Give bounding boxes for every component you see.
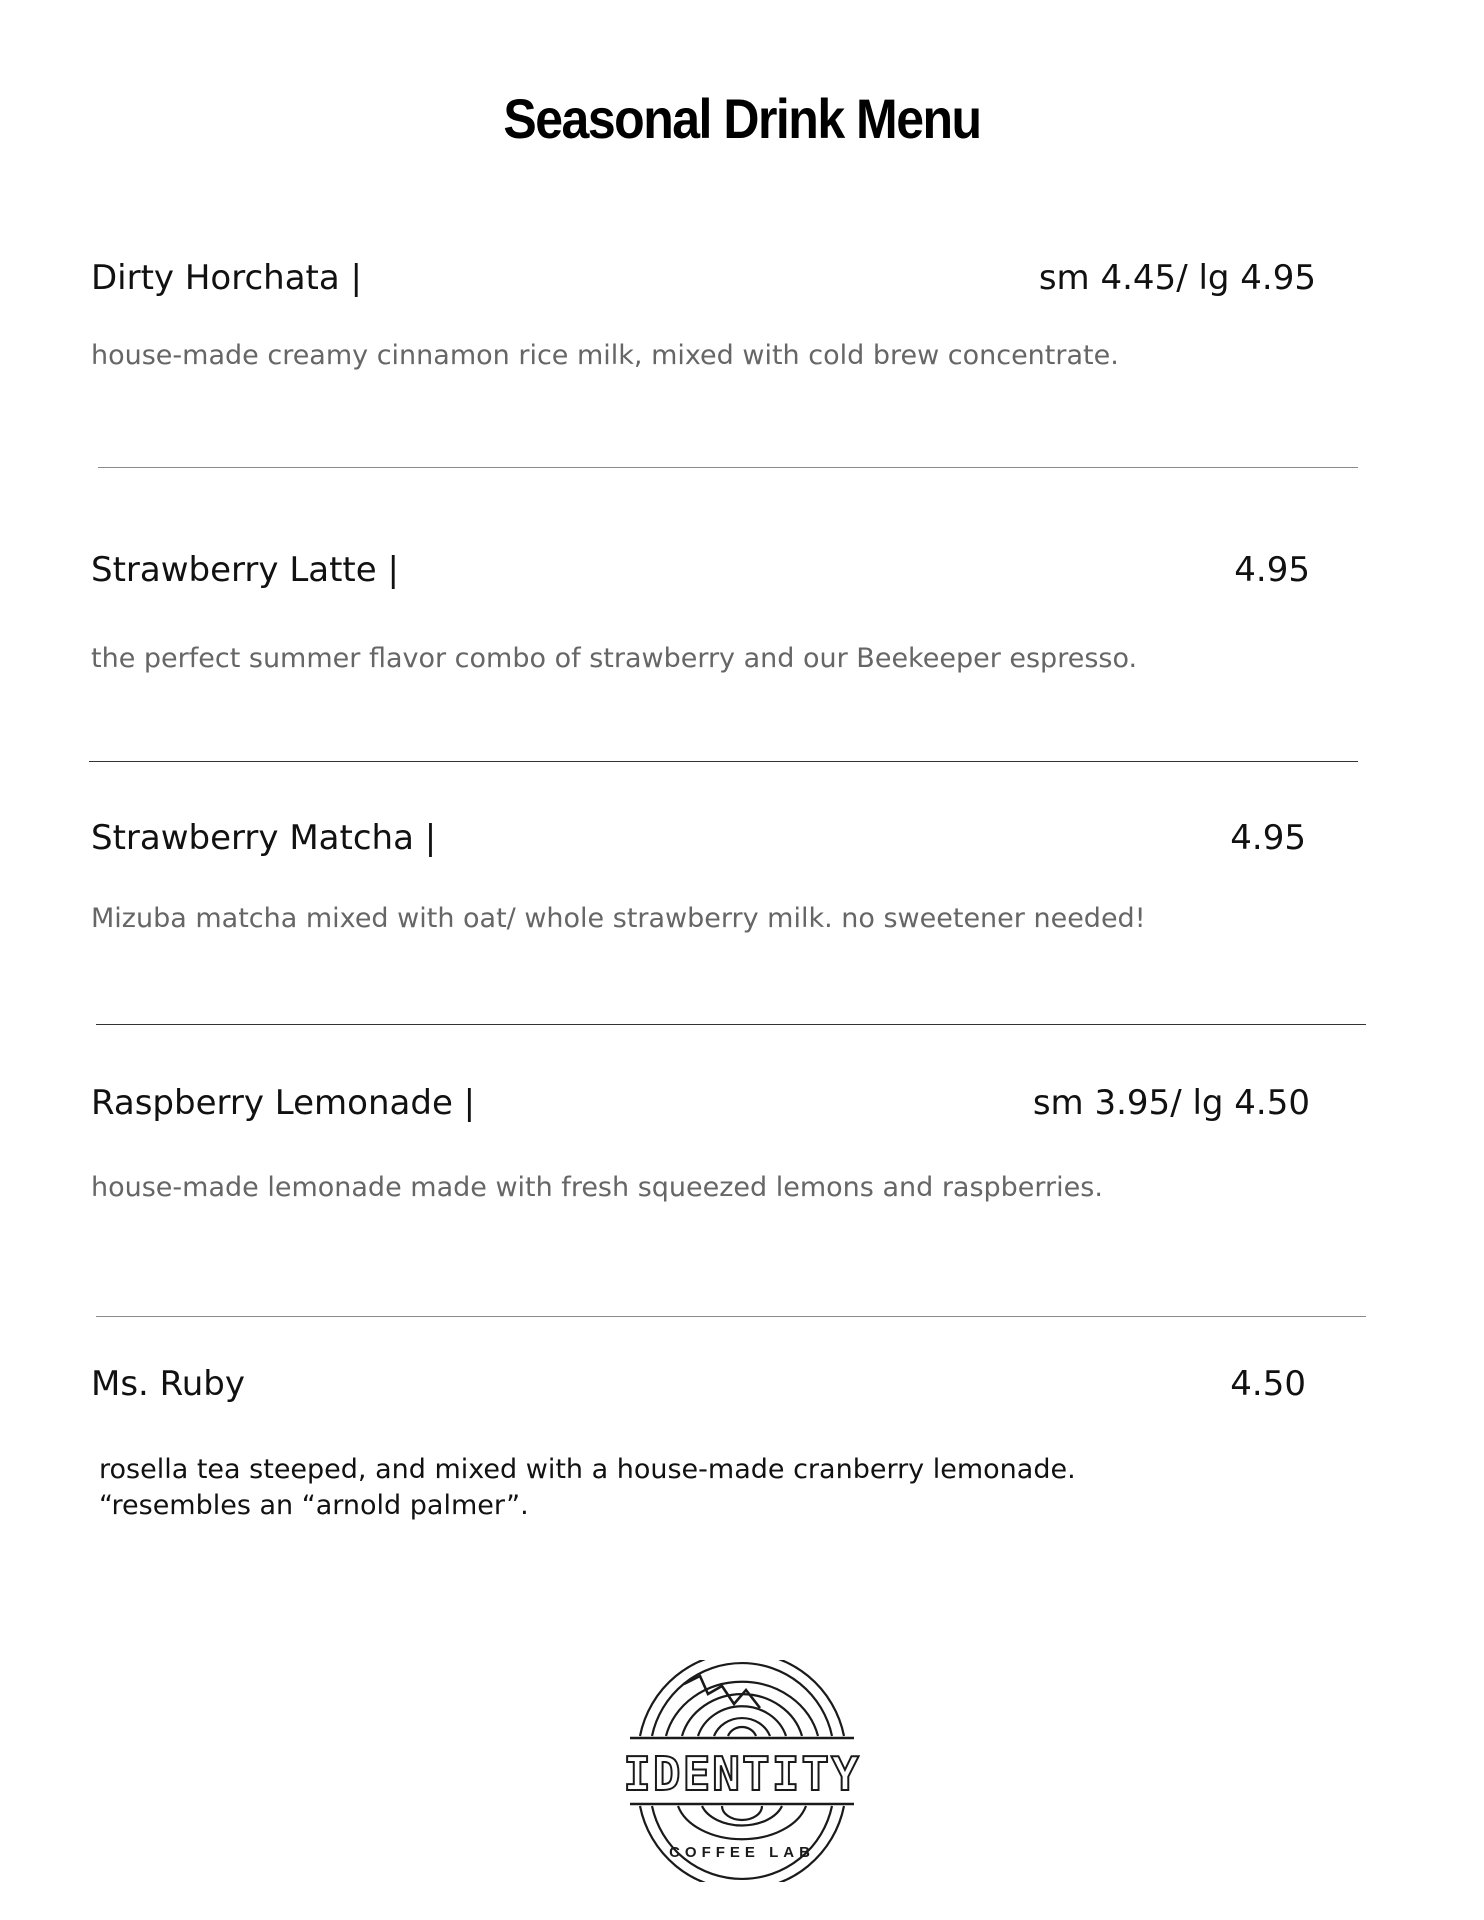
menu-item-name: Strawberry Latte |	[91, 550, 399, 590]
page-title: Seasonal Drink Menu	[503, 87, 981, 151]
menu-item-price: sm 3.95/ lg 4.50	[1032, 1083, 1310, 1123]
divider	[98, 467, 1358, 468]
menu-item-description: rosella tea steeped, and mixed with a house-made cranberry lemonade. “resembles an “arnold palmer”.	[99, 1454, 1076, 1521]
menu-item-description: house-made lemonade made with fresh squeezed lemons and raspberries.	[91, 1172, 1103, 1203]
divider	[89, 761, 1358, 762]
menu-item-price: 4.95	[1230, 818, 1306, 858]
logo-subtitle: COFFEE LAB	[669, 1844, 815, 1861]
menu-item-price: 4.95	[1234, 550, 1310, 590]
menu-item-name: Strawberry Matcha |	[91, 818, 437, 858]
menu-item-description: house-made creamy cinnamon rice milk, mixed with cold brew concentrate.	[91, 340, 1119, 371]
menu-item-name: Raspberry Lemonade |	[91, 1083, 476, 1123]
identity-coffee-lab-logo	[622, 1660, 862, 1882]
menu-item-description: the perfect summer flavor combo of strawberry and our Beekeeper espresso.	[91, 643, 1138, 674]
divider	[96, 1024, 1366, 1025]
menu-item-description: Mizuba matcha mixed with oat/ whole strawberry milk. no sweetener needed!	[91, 903, 1146, 934]
menu-item-price: sm 4.45/ lg 4.95	[1038, 258, 1316, 298]
logo-wordmark: IDENTITY	[623, 1747, 861, 1801]
menu-item-price: 4.50	[1230, 1364, 1306, 1404]
divider	[96, 1316, 1366, 1317]
menu-item-name: Ms. Ruby	[91, 1364, 246, 1404]
menu-item-name: Dirty Horchata |	[91, 258, 362, 298]
